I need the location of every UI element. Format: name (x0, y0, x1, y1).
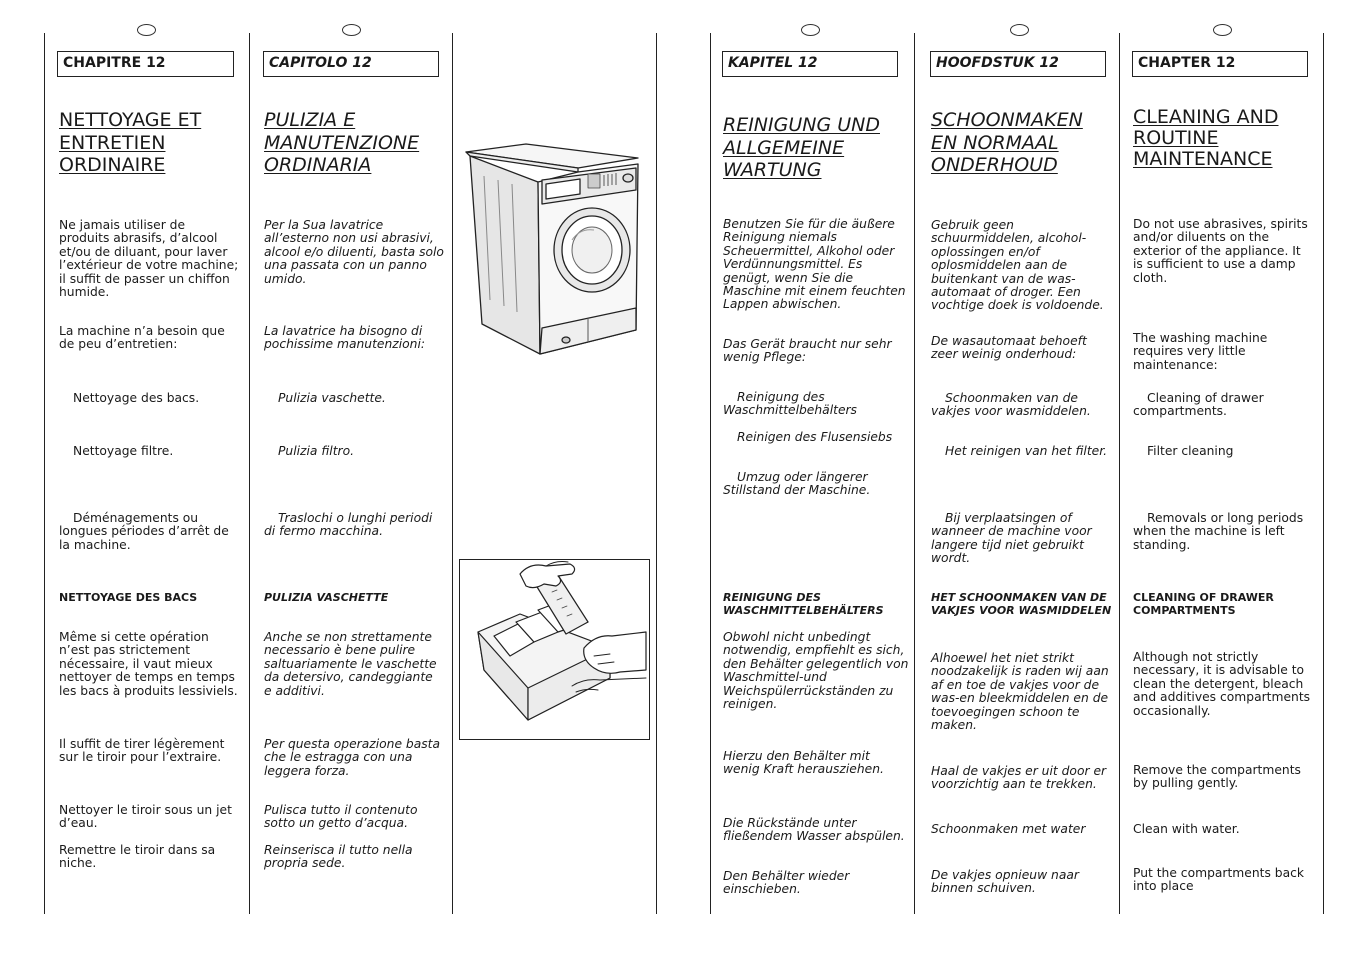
maintenance-needs-text: La machine n’a besoin que de peu d’entretien: (59, 324, 225, 352)
maintenance-item: Déménagements ou longues périodes d’arrêt de la machine. (59, 511, 229, 552)
column-divider (656, 33, 657, 914)
subheading: PULIZIA VASCHETTE (264, 591, 389, 604)
paragraph: Il suffit de tirer légèrement sur le tiroir pour l’extraire. (59, 737, 225, 765)
language-flag-oval (1213, 24, 1232, 36)
section-title: SCHOONMAKEN EN NORMAAL ONDERHOUD (931, 109, 1083, 176)
maintenance-item: Het reinigen van het filter. (945, 444, 1108, 458)
intro-text: Benutzen Sie für die äußere Reinigung niemals Scheuermittel, Alkohol oder Verdünnungsmittel. Es genügt, wenn Sie die Maschine mit einem feuchten Lappen abwischen. (723, 217, 906, 312)
paragraph: Hierzu den Behälter mit wenig Kraft herausziehen. (723, 749, 884, 777)
paragraph: Obwohl nicht unbedingt notwendig, empfiehlt es sich, den Behälter gelegentlich von Waschmittel-und Weichspülerrückständen zu reinigen. (723, 630, 909, 712)
paragraph: Anche se non strettamente necessario è bene pulire saltuariamente le vaschette da detersivo, candeggiante e additivi. (264, 630, 437, 698)
intro-text: Per la Sua lavatrice all’esterno non usi abrasivi, alcool e/o diluenti, basta solo una passata con un panno umido. (264, 218, 444, 286)
maintenance-item: Bij verplaatsingen of wanneer de machine voor langere tijd niet gebruikt wordt. (931, 511, 1092, 566)
intro-text: Gebruik geen schuurmiddelen, alcohol-oplossingen en/of oplosmiddelen aan de buitenkant van de was-automaat of droger. Een vochtige doek is voldoende. (931, 218, 1104, 313)
language-flag-oval (1010, 24, 1029, 36)
intro-text: Do not use abrasives, spirits and/or diluents on the exterior of the appliance. It is sufficient to use a damp cloth. (1133, 217, 1308, 285)
subheading: NETTOYAGE DES BACS (59, 591, 198, 604)
maintenance-needs-text: Das Gerät braucht nur sehr wenig Pflege: (723, 337, 892, 365)
maintenance-item: Umzug oder längerer Stillstand der Maschine. (723, 470, 871, 498)
paragraph: Den Behälter wieder einschieben. (723, 869, 850, 897)
maintenance-item: Schoonmaken van de vakjes voor wasmiddelen. (931, 391, 1091, 419)
column-divider (249, 33, 250, 914)
paragraph: Reinserisca il tutto nella propria sede. (264, 843, 413, 871)
section-title: CLEANING AND ROUTINE MAINTENANCE (1133, 106, 1279, 170)
paragraph: De vakjes opnieuw naar binnen schuiven. (931, 868, 1079, 896)
chapter-label: CAPITOLO 12 (263, 51, 439, 77)
paragraph: Nettoyer le tiroir sous un jet d’eau. (59, 803, 232, 831)
language-flag-oval (342, 24, 361, 36)
maintenance-item: Filter cleaning (1147, 444, 1234, 458)
subheading: REINIGUNG DES WASCHMITTELBEHÄLTERS (723, 591, 884, 618)
maintenance-item: Removals or long periods when the machine is left standing. (1133, 511, 1304, 552)
paragraph: Alhoewel het niet strikt noodzakelijk is raden wij aan af en toe de vakjes voor de was-en bleekmiddelen en de toevoegingen schoon te maken. (931, 651, 1109, 733)
paragraph: Although not strictly necessary, it is advisable to clean the detergent, bleach and additives compartments occasionally. (1133, 650, 1311, 718)
paragraph: Remove the compartments by pulling gently. (1133, 763, 1301, 791)
section-title: PULIZIA E MANUTENZIONE ORDINARIA (264, 109, 420, 176)
maintenance-needs-text: The washing machine requires very little maintenance: (1133, 331, 1268, 372)
column-divider (452, 33, 453, 914)
paragraph: Pulisca tutto il contenuto sotto un getto d’acqua. (264, 803, 418, 831)
maintenance-item: Reinigung des Waschmittelbehälters (723, 390, 857, 418)
chapter-label: KAPITEL 12 (722, 51, 898, 77)
maintenance-needs-text: De wasautomaat behoeft zeer weinig onderhoud: (931, 334, 1087, 362)
paragraph: Clean with water. (1133, 822, 1240, 836)
section-title: REINIGUNG UND ALLGEMEINE WARTUNG (723, 114, 880, 181)
chapter-label: CHAPITRE 12 (57, 51, 234, 77)
maintenance-needs-text: La lavatrice ha bisogno di pochissime manutenzioni: (264, 324, 426, 352)
column-divider (914, 33, 915, 914)
column-divider (1119, 33, 1120, 914)
maintenance-item: Reinigen des Flusensiebs (737, 430, 893, 444)
paragraph: Même si cette opération n’est pas strictement nécessaire, il vaut mieux nettoyer de temps en temps les bacs à produits lessiviels. (59, 630, 238, 698)
maintenance-item: Nettoyage filtre. (73, 444, 174, 458)
maintenance-item: Pulizia filtro. (278, 444, 355, 458)
section-title: NETTOYAGE ET ENTRETIEN ORDINAIRE (59, 109, 202, 176)
maintenance-item: Cleaning of drawer compartments. (1133, 391, 1264, 419)
language-flag-oval (801, 24, 820, 36)
paragraph: Haal de vakjes er uit door er voorzichtig aan te trekken. (931, 764, 1107, 792)
paragraph: Per questa operazione basta che le estragga con una leggera forza. (264, 737, 441, 778)
subheading: HET SCHOONMAKEN VAN DE VAKJES VOOR WASMIDDELEN (931, 591, 1112, 618)
paragraph: Put the compartments back into place (1133, 866, 1304, 894)
column-divider (1323, 33, 1324, 914)
paragraph: Remettre le tiroir dans sa niche. (59, 843, 216, 871)
subheading: CLEANING OF DRAWER COMPARTMENTS (1133, 591, 1274, 618)
column-divider (710, 33, 711, 914)
paragraph: Die Rückstände unter fließendem Wasser abspülen. (723, 816, 905, 844)
detergent-drawer-removal-illustration (459, 559, 650, 740)
chapter-label: HOOFDSTUK 12 (930, 51, 1106, 77)
language-flag-oval (137, 24, 156, 36)
maintenance-item: Traslochi o lunghi periodi di fermo macchina. (264, 511, 433, 539)
intro-text: Ne jamais utiliser de produits abrasifs, d’alcool et/ou de diluant, pour laver l’extérieur de votre machine; il suffit de passer un chiffon humide. (59, 218, 239, 300)
chapter-label: CHAPTER 12 (1132, 51, 1308, 77)
maintenance-item: Nettoyage des bacs. (73, 391, 200, 405)
column-divider (44, 33, 45, 914)
maintenance-item: Pulizia vaschette. (278, 391, 386, 405)
washing-machine-illustration (462, 140, 642, 360)
paragraph: Schoonmaken met water (931, 822, 1086, 836)
